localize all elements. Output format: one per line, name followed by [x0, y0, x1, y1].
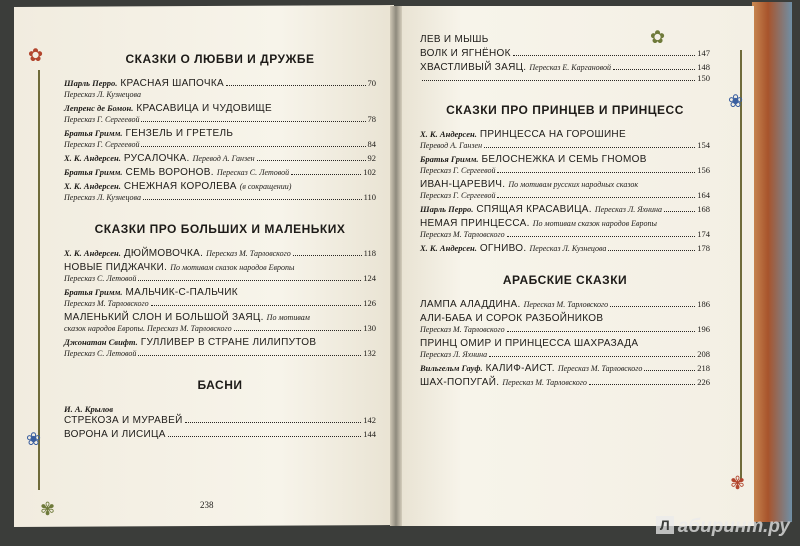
section-spacer [420, 257, 710, 269]
toc-entry [64, 167, 376, 178]
toc-title: СНЕЖНАЯ КОРОЛЕВА [123, 181, 237, 192]
toc-entry-line [64, 298, 376, 309]
toc-leader-dots [293, 248, 362, 256]
section-spacer [420, 87, 710, 99]
toc-page-number: 208 [697, 349, 710, 359]
section-author: И. А. Крылов [64, 404, 114, 414]
toc-page-number: 147 [697, 48, 710, 58]
toc-entry-line [420, 62, 710, 73]
toc-title: СТРЕКОЗА И МУРАВЕЙ [64, 415, 183, 426]
toc-leader-dots [422, 73, 695, 81]
toc-entry-line [420, 73, 710, 84]
toc-page-number: 178 [697, 243, 710, 253]
toc-note: Пересказ М. Тарловского [502, 378, 587, 387]
toc-entry-line [420, 154, 710, 165]
toc-page-number: 110 [363, 192, 376, 202]
toc-entry-line [420, 363, 710, 374]
toc-entry [420, 179, 710, 201]
left-toc-column [64, 48, 376, 455]
right-vine-ornament [740, 50, 758, 480]
toc-translator: Пересказ М. Тарловского [420, 230, 505, 239]
section-heading: АРАБСКИЕ СКАЗКИ [502, 273, 628, 287]
toc-leader-dots [608, 243, 695, 251]
toc-entry-line [64, 128, 376, 139]
toc-page-number: 196 [697, 324, 710, 334]
section-heading: СКАЗКИ ПРО ПРИНЦЕВ И ПРИНЦЕСС [446, 103, 684, 117]
toc-page-number: 148 [697, 62, 710, 72]
toc-entry [420, 218, 710, 240]
toc-title: МАЛЬЧИК-С-ПАЛЬЧИК [125, 287, 238, 298]
toc-entry [64, 337, 376, 359]
toc-title: ШАХ-ПОПУГАЙ. [420, 377, 500, 388]
toc-entry [420, 129, 710, 151]
toc-title: ПРИНЦ ОМИР И ПРИНЦЕССА ШАХРАЗАДА [420, 338, 639, 349]
toc-page-number: 130 [363, 323, 376, 333]
toc-entry [420, 62, 710, 84]
toc-entry-line [64, 153, 376, 164]
toc-page-number: 226 [697, 377, 710, 387]
toc-entry-line [420, 243, 710, 254]
toc-author: Лепренс де Бомон. [64, 103, 134, 113]
watermark-text: абиринт.ру [677, 516, 790, 537]
toc-entry-line [64, 348, 376, 359]
toc-leader-dots [644, 363, 695, 371]
toc-title: ГЕНЗЕЛЬ И ГРЕТЕЛЬ [125, 128, 234, 139]
toc-note: Пересказ М. Тарловского [557, 364, 643, 373]
toc-entry-line [64, 181, 376, 192]
toc-note: Пересказ Е. Каргановой [529, 63, 612, 72]
toc-title: ПРИНЦЕССА НА ГОРОШИНЕ [479, 129, 626, 140]
toc-page-number: 84 [367, 139, 376, 149]
flower-ornament-icon: ✿ [650, 27, 666, 47]
toc-entry [64, 248, 376, 259]
toc-entry [420, 377, 710, 388]
toc-title: ЛЕВ И МЫШЬ [420, 34, 489, 45]
page-number: 238 [200, 500, 214, 510]
toc-entry [64, 153, 376, 164]
toc-entry-line [420, 48, 710, 59]
toc-translator: Пересказ М. Тарловского [420, 325, 505, 334]
toc-entry-line [420, 190, 710, 201]
toc-author: Х. К. Андерсен. [64, 181, 121, 191]
toc-leader-dots [141, 139, 365, 147]
toc-author: Х. К. Андерсен. [64, 153, 121, 163]
toc-entry-line [64, 192, 376, 203]
toc-author: Х. К. Андерсен. [420, 129, 477, 139]
toc-entry-line [64, 312, 376, 323]
toc-title: ЛАМПА АЛАДДИНА. [420, 299, 521, 310]
left-vine-ornament [38, 70, 56, 490]
toc-title: НОВЫЕ ПИДЖАЧКИ. [64, 262, 168, 273]
toc-leader-dots [513, 48, 696, 56]
toc-leader-dots [589, 377, 695, 385]
toc-entry [420, 299, 710, 310]
toc-leader-dots [138, 348, 361, 356]
toc-entry-line [420, 140, 710, 151]
toc-title: КАЛИФ-АИСТ. [485, 363, 555, 374]
toc-note: (в сокращении) [239, 182, 292, 191]
toc-entry-line [420, 204, 710, 215]
toc-entry [64, 128, 376, 150]
toc-entry-line [420, 338, 710, 349]
toc-author: Братья Гримм. [64, 128, 123, 138]
toc-entry-line [64, 114, 376, 125]
toc-page-number: 78 [367, 114, 376, 124]
toc-translator: Пересказ Г. Сергеевой [64, 140, 140, 149]
toc-entry [64, 429, 376, 440]
toc-entry [420, 154, 710, 176]
toc-leader-dots [497, 190, 695, 198]
toc-page-number: 150 [697, 73, 710, 83]
toc-page-number: 126 [363, 298, 376, 308]
watermark [656, 516, 790, 538]
flower-ornament-icon: ❀ [26, 429, 42, 449]
toc-title: РУСАЛОЧКА. [123, 153, 190, 164]
flower-ornament-icon: ❀ [728, 91, 744, 111]
toc-page-number: 142 [363, 415, 376, 425]
toc-translator: Пересказ Г. Сергеевой [64, 115, 140, 124]
toc-entry-line [420, 377, 710, 388]
toc-translator: Пересказ Л. Кузнецова [64, 193, 141, 202]
toc-leader-dots [138, 273, 361, 281]
toc-entry-line [64, 287, 376, 298]
toc-entry-line [420, 229, 710, 240]
toc-title: ВОЛК И ЯГНЁНОК [420, 48, 511, 59]
toc-entry [420, 34, 710, 45]
section-heading: СКАЗКИ ПРО БОЛЬШИХ И МАЛЕНЬКИХ [94, 222, 346, 236]
toc-translator: Перевод А. Ганзен [420, 141, 483, 150]
toc-note: Пересказ М. Тарловского [523, 300, 609, 309]
toc-title: ХВАСТЛИВЫЙ ЗАЯЦ. [420, 62, 527, 73]
toc-author: Братья Гримм. [64, 167, 123, 177]
toc-title: АЛИ-БАБА И СОРОК РАЗБОЙНИКОВ [420, 313, 604, 324]
toc-entry [64, 287, 376, 309]
toc-entry [64, 262, 376, 284]
toc-entry [64, 103, 376, 125]
toc-page-number: 154 [697, 140, 710, 150]
toc-note: По мотивам сказок народов Европы [532, 219, 657, 228]
toc-leader-dots [664, 204, 695, 212]
toc-author: Х. К. Андерсен. [420, 243, 477, 253]
toc-entry-line [64, 262, 376, 273]
toc-page-number: 124 [363, 273, 376, 283]
toc-title: СПЯЩАЯ КРАСАВИЦА. [476, 204, 592, 215]
toc-entry [420, 338, 710, 360]
toc-entry-line [64, 323, 376, 334]
toc-title: СЕМЬ ВОРОНОВ. [125, 167, 214, 178]
toc-entry-line [420, 34, 710, 45]
toc-page-number: 118 [363, 248, 376, 258]
toc-title: БЕЛОСНЕЖКА И СЕМЬ ГНОМОВ [481, 154, 647, 165]
book-gutter [390, 6, 402, 526]
toc-page-number: 164 [697, 190, 710, 200]
toc-author: Шарль Перро. [64, 78, 118, 88]
toc-entry-line [64, 139, 376, 150]
toc-entry-line [420, 165, 710, 176]
toc-leader-dots [168, 429, 362, 437]
section-spacer [64, 362, 376, 374]
toc-author: Братья Гримм. [64, 287, 123, 297]
toc-entry-line [64, 429, 376, 440]
toc-page-number: 186 [697, 299, 710, 309]
toc-leader-dots [497, 165, 695, 173]
toc-entry-line [64, 167, 376, 178]
toc-entry-line [420, 218, 710, 229]
toc-entry [64, 78, 376, 100]
toc-translator: Пересказ Л. Кузнецова [64, 90, 141, 99]
toc-entry-line [420, 349, 710, 360]
toc-leader-dots [489, 349, 695, 357]
toc-author: Х. К. Андерсен. [64, 248, 121, 258]
toc-entry [420, 313, 710, 335]
toc-leader-dots [610, 299, 695, 307]
toc-note: По мотивам [266, 313, 310, 322]
toc-leader-dots [143, 192, 362, 200]
toc-page-number: 144 [363, 429, 376, 439]
toc-entry-line [64, 248, 376, 259]
section-author-line [64, 404, 376, 415]
toc-entry [420, 48, 710, 59]
toc-translator: Пересказ Л. Яхнина [420, 350, 488, 359]
toc-title: ГУЛЛИВЕР В СТРАНЕ ЛИЛИПУТОВ [140, 337, 317, 348]
toc-author: Братья Гримм. [420, 154, 479, 164]
toc-leader-dots [234, 323, 362, 331]
toc-entry [64, 181, 376, 203]
toc-leader-dots [507, 324, 696, 332]
toc-translator: Пересказ Г. Сергеевой [420, 166, 496, 175]
toc-translator: Пересказ С. Летовой [64, 274, 137, 283]
section-spacer [64, 443, 376, 455]
toc-page-number: 132 [363, 348, 376, 358]
toc-title: ДЮЙМОВОЧКА. [123, 248, 204, 259]
toc-leader-dots [257, 153, 366, 161]
toc-title: ИВАН-ЦАРЕВИЧ. [420, 179, 506, 190]
toc-leader-dots [185, 415, 362, 423]
toc-page-number: 70 [367, 78, 376, 88]
toc-entry-line [64, 273, 376, 284]
section-heading: БАСНИ [197, 378, 243, 392]
toc-translator: сказок народов Европы. Пересказ М. Тарловского [64, 324, 232, 333]
watermark-logo: Л [656, 516, 674, 534]
toc-entry [420, 243, 710, 254]
toc-translator: Пересказ М. Тарловского [64, 299, 149, 308]
flower-ornament-icon: ✾ [40, 499, 56, 519]
toc-title: МАЛЕНЬКИЙ СЛОН И БОЛЬШОЙ ЗАЯЦ. [64, 312, 264, 323]
toc-leader-dots [507, 229, 696, 237]
section-spacer [64, 206, 376, 218]
toc-entry-line [420, 313, 710, 324]
toc-author: Вильгельм Гауф. [420, 363, 483, 373]
toc-entry-line [420, 129, 710, 140]
toc-page-number: 174 [697, 229, 710, 239]
flower-ornament-icon: ✿ [28, 45, 44, 65]
toc-note: По мотивам русских народных сказок [508, 180, 639, 189]
toc-translator: Пересказ С. Летовой [64, 349, 137, 358]
toc-entry-line [64, 415, 376, 426]
toc-note: Пересказ М. Тарловского [206, 249, 291, 258]
toc-title: КРАСНАЯ ШАПОЧКА [120, 78, 224, 89]
toc-title: ОГНИВО. [479, 243, 527, 254]
toc-translator: Пересказ Г. Сергеевой [420, 191, 496, 200]
toc-entry-line [420, 324, 710, 335]
toc-page-number: 92 [367, 153, 376, 163]
toc-title: КРАСАВИЦА И ЧУДОВИЩЕ [136, 103, 272, 114]
toc-author: Шарль Перро. [420, 204, 474, 214]
toc-note: Перевод А. Ганзен [192, 154, 255, 163]
toc-page-number: 156 [697, 165, 710, 175]
toc-title: НЕМАЯ ПРИНЦЕССА. [420, 218, 530, 229]
toc-entry-line [420, 299, 710, 310]
section-heading: СКАЗКИ О ЛЮБВИ И ДРУЖБЕ [125, 52, 315, 66]
toc-author: Джонатан Свифт. [64, 337, 138, 347]
toc-entry-line [64, 78, 376, 89]
section-spacer [420, 391, 710, 403]
toc-page-number: 102 [363, 167, 376, 177]
toc-entry-line [64, 337, 376, 348]
toc-title: ВОРОНА И ЛИСИЦА [64, 429, 166, 440]
toc-entry-line [64, 89, 376, 100]
toc-leader-dots [226, 78, 366, 86]
toc-note: Пересказ Л. Яхнина [594, 205, 662, 214]
toc-leader-dots [291, 167, 361, 175]
book-cover-edge [752, 2, 792, 522]
toc-leader-dots [613, 62, 695, 70]
toc-entry-line [64, 103, 376, 114]
toc-entry-line [420, 179, 710, 190]
toc-entry [420, 363, 710, 374]
toc-leader-dots [484, 140, 695, 148]
toc-note: Пересказ С. Летовой [216, 168, 290, 177]
toc-leader-dots [141, 114, 365, 122]
toc-page-number: 168 [697, 204, 710, 214]
toc-leader-dots [151, 298, 362, 306]
toc-note: По мотивам сказок народов Европы [170, 263, 295, 272]
flower-ornament-icon: ✾ [730, 473, 746, 493]
toc-entry [420, 204, 710, 215]
toc-entry [64, 415, 376, 426]
right-toc-column [420, 34, 710, 403]
toc-page-number: 218 [697, 363, 710, 373]
toc-note: Пересказ Л. Кузнецова [529, 244, 607, 253]
toc-entry [64, 312, 376, 334]
